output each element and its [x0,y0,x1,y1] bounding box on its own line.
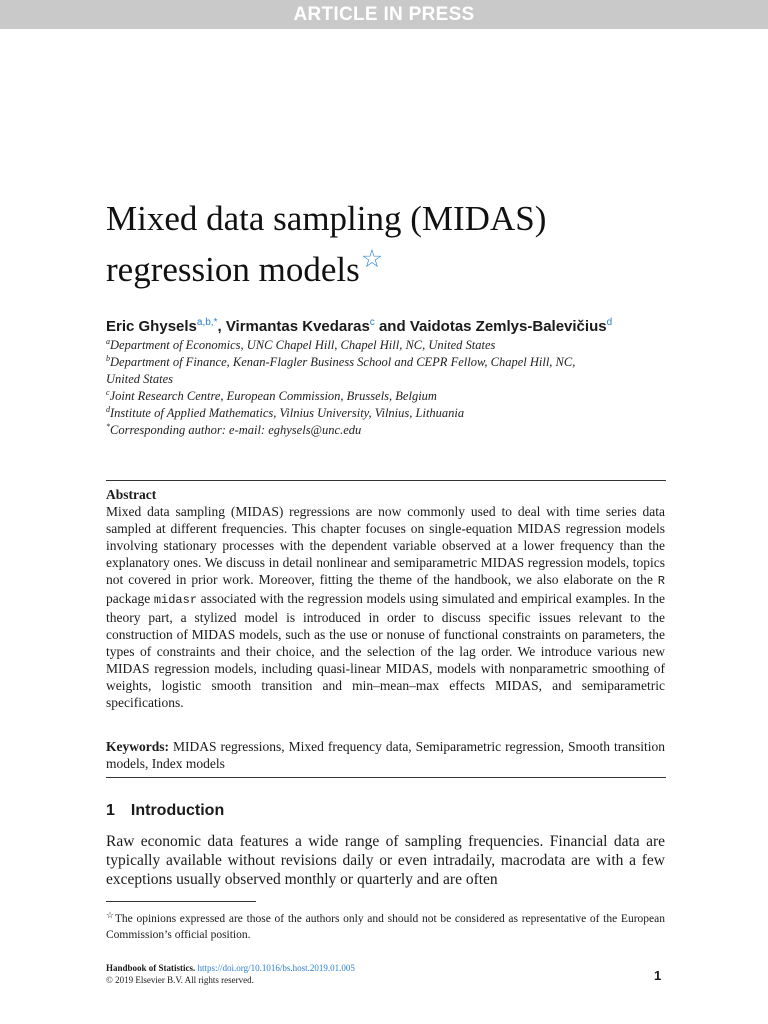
affiliation-text: Joint Research Centre, European Commission, Brussels, Belgium [109,389,437,403]
author-name: Virmantas Kvedaras [225,318,370,335]
author-affiliation-marks[interactable]: a,b,* [196,317,218,328]
author-list [106,314,686,336]
keywords-label: Keywords: [106,739,169,754]
doi-link[interactable]: https://doi.org/10.1016/bs.host.2019.01.005 [197,963,355,973]
affiliation-mark: a [106,337,110,346]
title-line-2-text: regression models [106,250,360,289]
keywords-text: MIDAS regressions, Mixed frequency data, Semiparametric regression, Smooth transition models, Index models [106,739,665,771]
title-line-1: Mixed data sampling (MIDAS) [106,199,547,238]
affiliation-text: Department of Finance, Kenan-Flagler Business School and CEPR Fellow, Chapel Hill, NC, [110,355,576,369]
affiliation-mark: b [106,354,110,363]
author-name: Eric Ghysels [106,318,197,335]
page-number: 1 [654,968,662,983]
keywords [106,738,665,772]
journal-line [106,962,626,974]
title-line-2 [106,239,706,290]
introduction-paragraph: Raw economic data features a wide range of sampling frequencies. Financial data are typically available without revisions daily or even intradaily, macrodata are with a few exceptions usually observed monthly or quarterly and are often [106,833,665,888]
corresponding-author-text: Corresponding author: e-mail: eghysels@unc.edu [110,423,362,437]
author-name: Vaidotas Zemlys-Balevičius [409,318,607,335]
author-separator: , [217,318,226,335]
affiliation-text: Department of Economics, UNC Chapel Hill, Chapel Hill, NC, United States [110,338,496,352]
title-footnote-star-icon[interactable]: ☆ [360,246,384,273]
abstract-top-rule [106,480,666,481]
section-title: Introduction [130,802,225,819]
code-r: R [657,574,665,588]
affiliation-text: United States [106,372,174,386]
footnote-rule [106,901,256,902]
affiliation-mark: * [106,422,110,431]
section-number: 1 [106,802,115,819]
footnote-star-icon: ☆ [106,910,115,920]
copyright: © 2019 Elsevier B.V. All rights reserved. [106,975,254,985]
footnote-text: The opinions expressed are those of the authors only and should not be considered as representative of the European Commission’s official position. [106,913,665,941]
abstract-text: associated with the regression models using simulated and empirical examples. In the theory part, a stylized model is introduced in order to discuss specific issues relevant to the construction of MIDAS models, such as the use or nonuse of functional constraints on parameters, the types of constraints and their choice, and the selection of the lag order. We introduce various new MIDAS regression models, including quasi-linear MIDAS, models with nonparametric smoothing of weights, logistic smooth transition and min–mean–max effects MIDAS, and semiparametric specifications. [106,591,665,710]
affiliation [106,419,686,438]
journal-info [106,962,626,986]
abstract-bottom-rule [106,777,666,778]
abstract-text: Mixed data sampling (MIDAS) regressions are now commonly used to deal with time series data sampled at different frequencies. This chapter focuses on single-equation MIDAS regression models involving stationary processes with the dependent variable observed at a lower frequency than the explanatory ones. We discuss in detail nonlinear and semiparametric MIDAS regression models, topics not covered in prior work. Moreover, fitting the theme of the handbook, we also elaborate on the [106,504,665,587]
journal-name: Handbook of Statistics. [106,963,196,973]
section-heading [106,802,224,820]
abstract-body [106,503,665,711]
paper-title [106,198,706,290]
code-midasr: midasr [153,593,198,607]
footnote [106,907,665,943]
affiliation-text: Institute of Applied Mathematics, Vilnius University, Vilnius, Lithuania [110,406,465,420]
author-affiliation-marks[interactable]: c [369,317,375,328]
affiliation-mark: c [106,388,110,397]
article-in-press-banner: ARTICLE IN PRESS [0,0,768,29]
abstract-heading: Abstract [106,487,157,502]
affiliation-mark: d [106,405,110,414]
author-separator: and [374,318,410,335]
abstract-text: package [106,591,154,606]
author-affiliation-marks[interactable]: d [606,317,613,328]
